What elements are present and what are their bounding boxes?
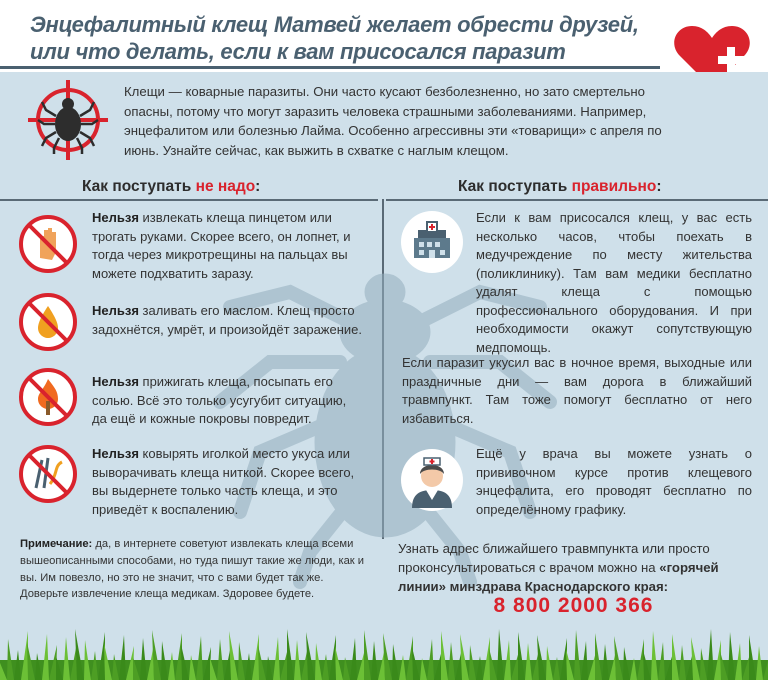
divider-left [0,199,378,201]
no-oil-icon [18,292,78,352]
no-hand-icon [18,214,78,274]
wrong-item-1: Нельзя извлекать клеща пинцетом или трогать руками. Скорее всего, он лопнет, и тогда через микротрещины на пальцах вы можете подхватить заразу. [92,210,351,281]
page-title-line2: или что делать, если к вам присосался паразит [30,39,566,64]
target-tick-icon [28,80,108,160]
right-heading: Как поступать правильно: [458,178,662,195]
no-fire-icon [18,367,78,427]
header [0,0,768,72]
grass [0,620,768,680]
hotline-phone[interactable]: 8 800 2000 366 [493,594,654,617]
divider-right [386,199,768,201]
note: Примечание: да, в интернете советуют извлекать клеща всеми вышеописанными способами, но туда пишут такие же люди, как и вы. Им повезло, но это не значит, что с вами будет так же. Доверьте извлечение клеща медикам. Здоровее будете. [20,538,365,601]
wrong-heading: Как поступать не надо: [82,178,261,195]
doctor-icon [400,448,464,512]
no-needle-icon [18,444,78,504]
wrong-item-4: Нельзя ковырять иголкой место укуса или выворачивать клеща ниткой. Скорее всего, вы выдернете только часть клеща, и это приведёт к воспалению. [92,446,355,517]
right-item-1: Если к вам присосался клещ, у вас есть несколько часов, чтобы поехать в медучреждение по месту жительства (поликлинику). Там вам медики бесплатно удалят клеща с помощью профессионального оборудования. И при необходимости окажут сопутствующую медпомощь. [476,210,752,355]
main-panel [0,72,768,680]
wrong-item-2: Нельзя заливать его маслом. Клещ просто задохнётся, умрёт, и произойдёт заражение. [92,303,363,337]
title-underline [0,66,660,69]
page-title-line1: Энцефалитный клещ Матвей желает обрести друзей, [30,12,639,37]
hospital-icon [400,210,464,274]
right-item-2: Если паразит укусил вас в ночное время, выходные или праздничные дни — вам дорога в ближайший травмпункт. Там тоже помогут бесплатно от него избавиться. [402,355,752,426]
intro-text: Клещи — коварные паразиты. Они часто кусают безболезненно, но зато смертельно опасны, потому что могут заразить человека страшными заболеваниями. Например, энцефалитом или болезнью Лайма. Особенно агрессивны эти «товарищи» с апреля по июнь. Узнайте сейчас, как выжить в схватке с наглым клещом. [124,84,662,158]
right-item-3: Ещё у врача вы можете узнать о прививочном курсе против клещевого энцефалита, его проводят бесплатно по определённому графику. [476,446,752,517]
wrong-item-3: Нельзя прижигать клеща, посыпать его солью. Всё это только усугубит ситуацию, да ещё и кожные покровы повредит. [92,374,347,426]
contact-text: Узнать адрес ближайшего травмпункта или просто проконсультироваться с врачом можно на «горячей линии» минздрава Краснодарского края: [398,541,719,594]
